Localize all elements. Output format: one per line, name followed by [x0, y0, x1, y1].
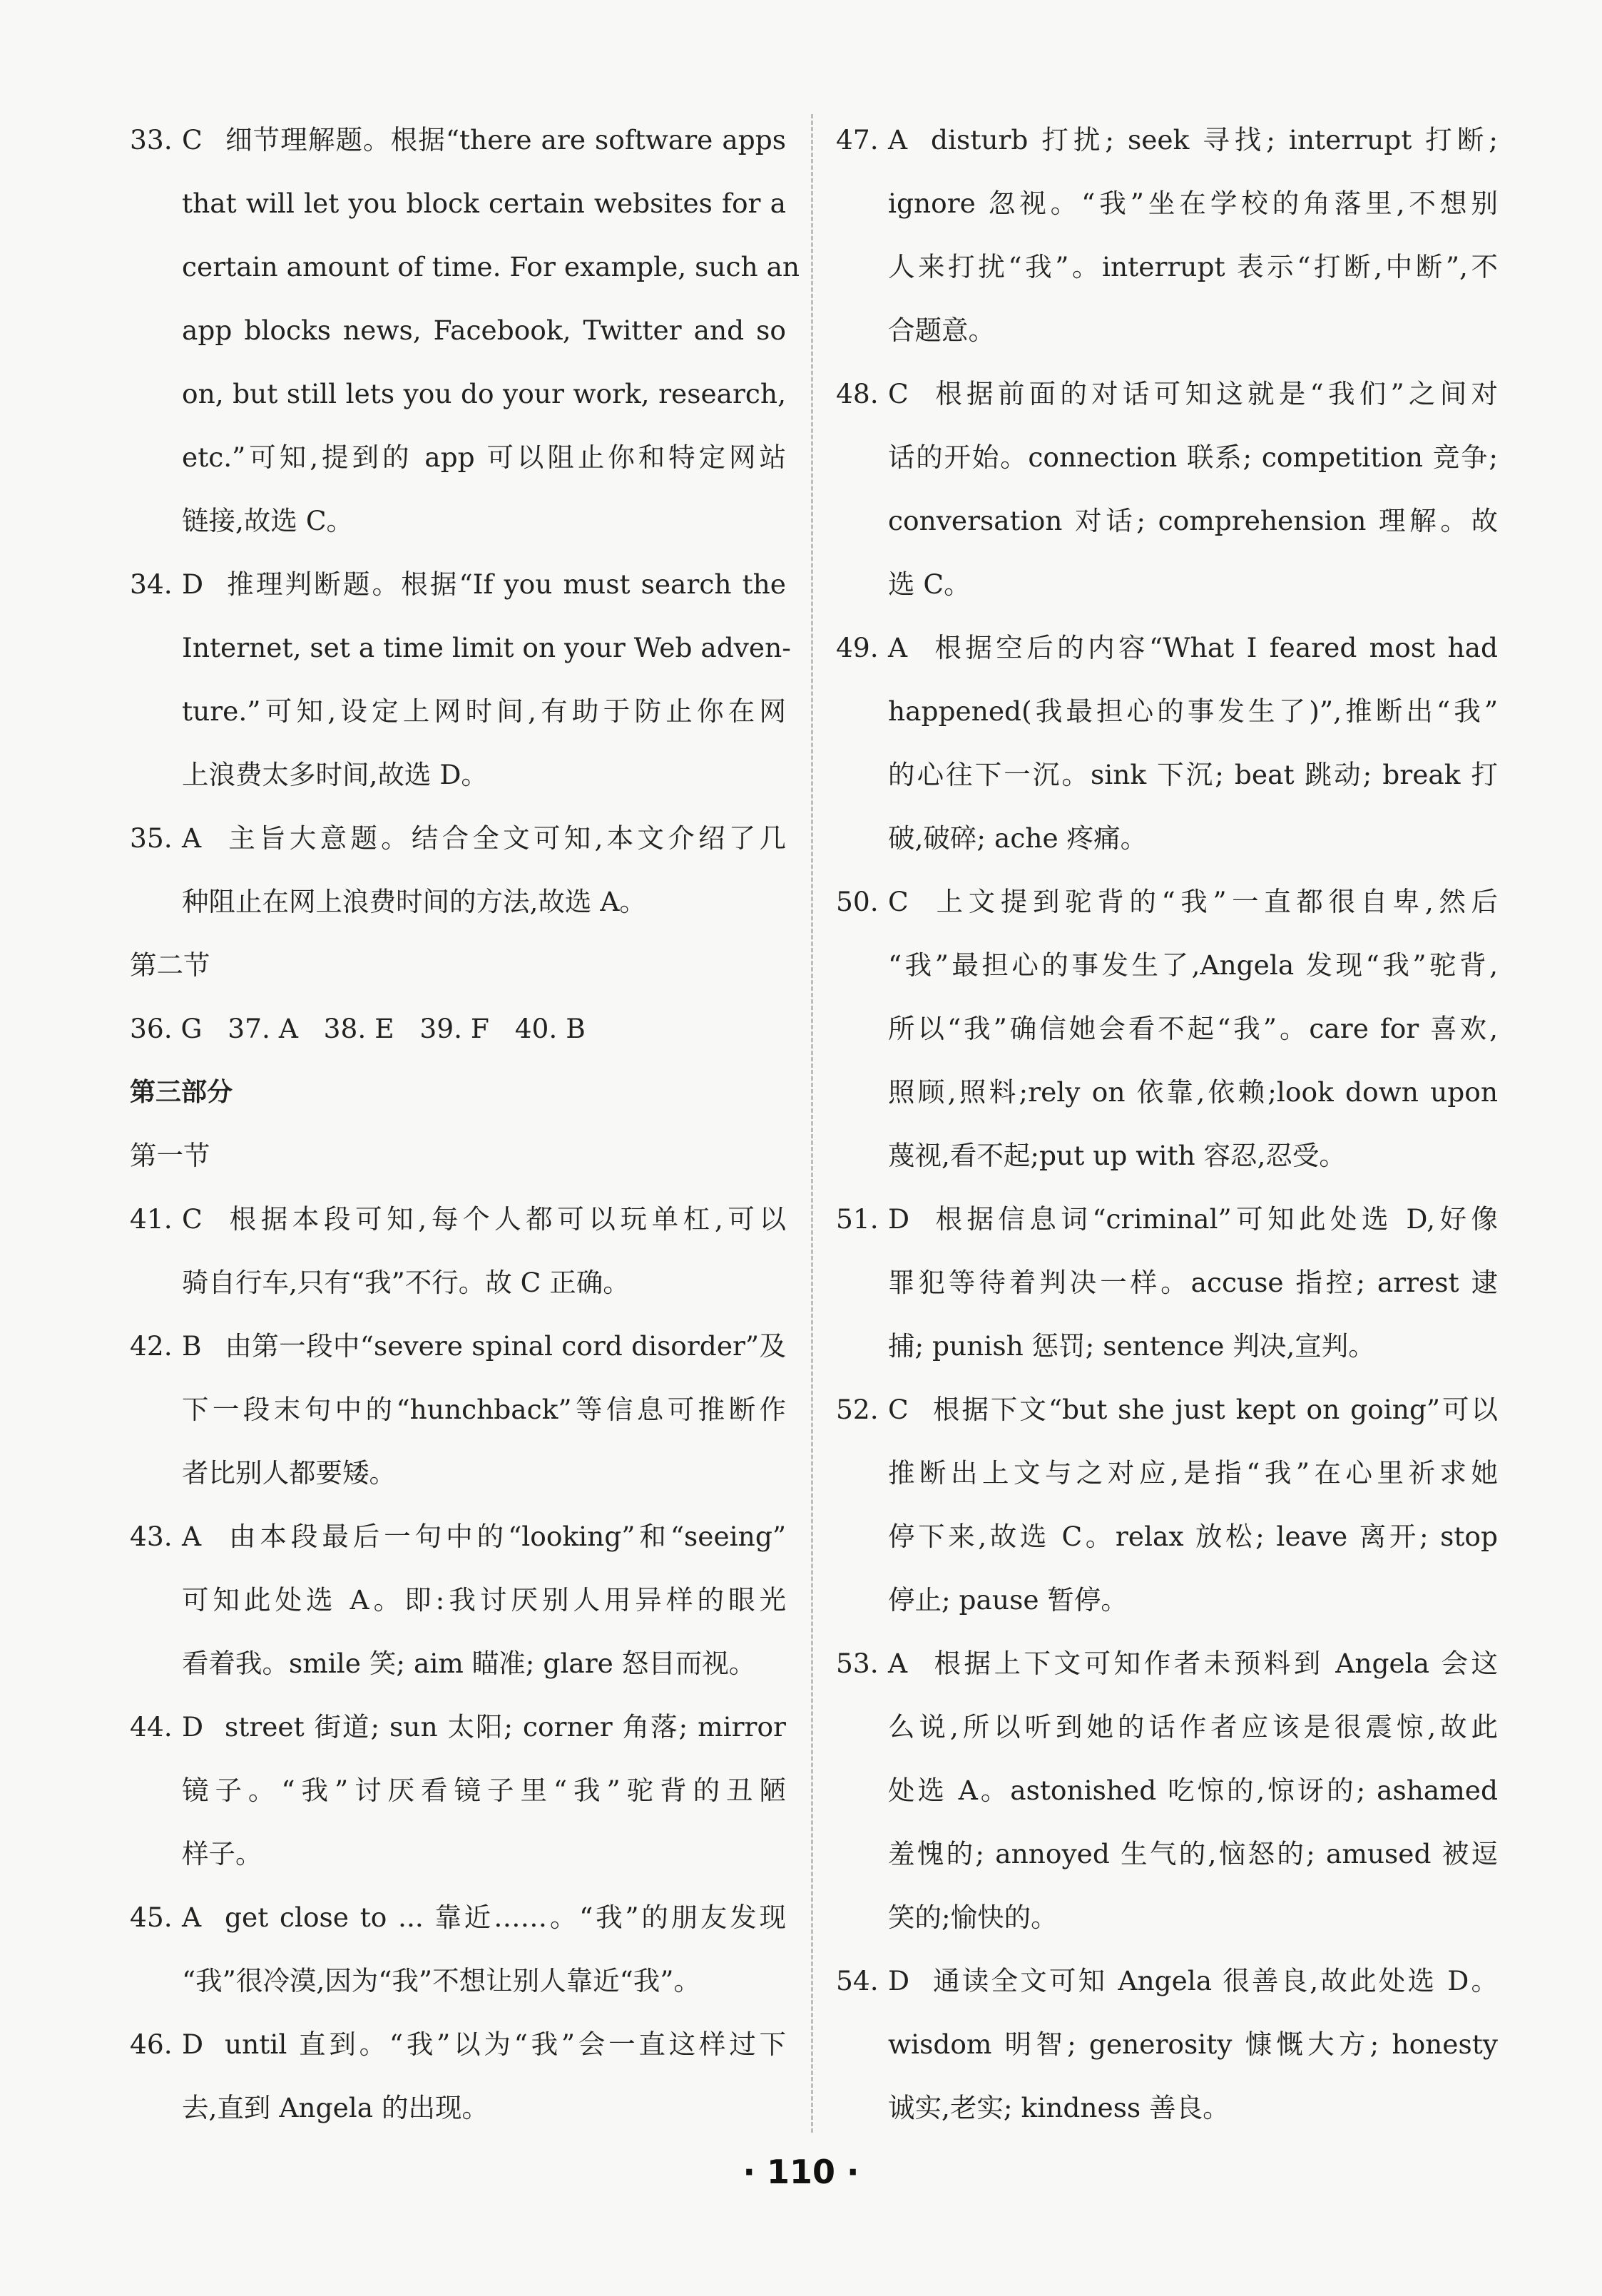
right-column [836, 108, 1498, 2140]
page-number: · 110 · [743, 2153, 859, 2191]
answer-item-45: 45. A get close to ... 靠近……。“我”的朋友发现 “我”很冷漠,因为“我”不想让别人靠近“我”。 [130, 1902, 786, 1996]
answer-item-46: 46. D until 直到。“我”以为“我”会一直这样过下 去,直到 Angela 的出现。 [130, 2029, 786, 2123]
answer-item-51: 51. D 根据信息词“criminal”可知此处选 D,好像 罪犯等待着判决一样。accuse 指控; arrest 逮 捕; punish 惩罚; sentence 判决,宣判。 [836, 1203, 1498, 1362]
answer-item-50: 50. C 上文提到驼背的“我”一直都很自卑,然后 “我”最担心的事发生了,Angela 发现“我”驼背, 所以“我”确信她会看不起“我”。care for 喜欢, 照顾,照料;rely on 依靠,依赖;look down upon 蔑视,看不起;put up with 容忍,忍受。 [836, 886, 1498, 1171]
section-label-1: 第一节 [130, 1140, 210, 1171]
answer-item-47: 47. A disturb 打扰; seek 寻找; interrupt 打断; ignore 忽视。“我”坐在学校的角落里,不想别 人来打扰“我”。interrupt 表示“打断,中断”,不 合题意。 [836, 124, 1498, 346]
answer-item-34: 34. D 推理判断题。根据“If you must search the Internet, set a time limit on your Web adven- ture.”可知,设定上网时间,有助于防止你在网 上浪费太多时间,故选 D。 [130, 568, 791, 790]
answer-item-44: 44. D street 街道; sun 太阳; corner 角落; mirror 镜子。“我”讨厌看镜子里“我”驼背的丑陋 样子。 [130, 1711, 786, 1869]
answer-item-35: 35. A 主旨大意题。结合全文可知,本文介绍了几 种阻止在网上浪费时间的方法,故选 A。 [130, 822, 786, 917]
answer-item-42: 42. B 由第一段中“severe spinal cord disorder”及 下一段末句中的“hunchback”等信息可推断作 者比别人都要矮。 [130, 1330, 786, 1489]
answer-item-43: 43. A 由本段最后一句中的“looking”和“seeing” 可知此处选 A。即:我讨厌别人用异样的眼光 看着我。smile 笑; aim 瞄准; glare 怒目而视。 [130, 1521, 786, 1679]
answer-item-41: 41. C 根据本段可知,每个人都可以玩单杠,可以 骑自行车,只有“我”不行。故 C 正确。 [130, 1203, 786, 1298]
answer-item-48: 48. C 根据前面的对话可知这就是“我们”之间对 话的开始。connection 联系; competition 竞争; conversation 对话; comprehension 理解。故 选 C。 [836, 378, 1498, 600]
answer-item-33: 33. C 细节理解题。根据“there are software apps that will let you block certain websites for a certain amount of time. For example, such an app blocks news, Facebook, Twitter and so on, but still lets you do your work, research, etc.”可知,提到的 app 可以阻止你和特定网站 链接,故选 C。 [130, 124, 800, 536]
column-divider [811, 114, 813, 2133]
part-heading-3: 第三部分 [130, 1078, 233, 1107]
answer-item-52: 52. C 根据下文“but she just kept on going”可以 推断出上文与之对应,是指“我”在心里祈求她 停下来,故选 C。relax 放松; leave 离开; stop 停止; pause 暂停。 [836, 1394, 1498, 1616]
answer-item-53: 53. A 根据上下文可知作者未预料到 Angela 会这 么说,所以听到她的话作者应该是很震惊,故此 处选 A。astonished 吃惊的,惊讶的; ashamed 羞愧的; annoyed 生气的,恼怒的; amused 被逗 笑的;愉快的。 [836, 1648, 1498, 1933]
left-column [130, 108, 800, 2140]
answer-item-54: 54. D 通读全文可知 Angela 很善良,故此处选 D。 wisdom 明智; generosity 慷慨大方; honesty 诚实,老实; kindness 善良。 [836, 1965, 1498, 2123]
answers-36-40: 36. G 37. A 38. E 39. F 40. B [130, 1013, 586, 1044]
answer-item-49: 49. A 根据空后的内容“What I feared most had happened(我最担心的事发生了)”,推断出“我” 的心往下一沉。sink 下沉; beat 跳动; break 打 破,破碎; ache 疼痛。 [836, 632, 1498, 854]
section-label-2: 第二节 [130, 949, 210, 981]
